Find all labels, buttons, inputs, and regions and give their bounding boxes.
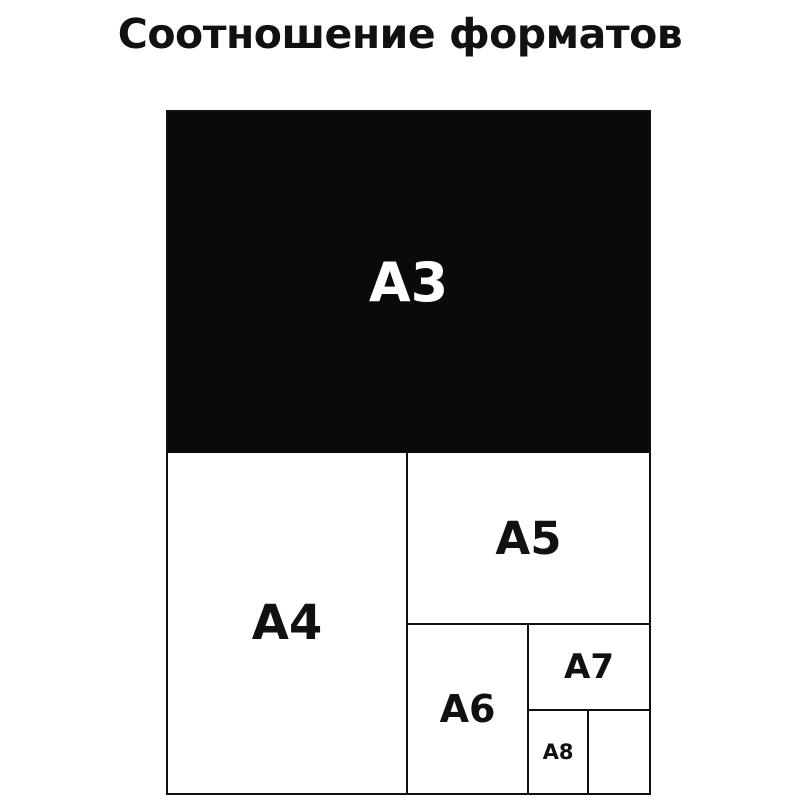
- format-block-a4: [168, 453, 408, 793]
- format-block-a8: [529, 711, 589, 793]
- format-label-a3: A3: [368, 250, 449, 314]
- format-block-a3: [168, 112, 649, 453]
- format-label-a8: A8: [542, 739, 574, 764]
- page-title: Соотношение форматов: [117, 10, 683, 58]
- format-block-a5: [408, 453, 649, 625]
- format-label-a4: A4: [251, 595, 323, 651]
- format-block-empty: [589, 711, 649, 793]
- format-comparison-diagram: [166, 110, 651, 795]
- format-label-a6: A6: [439, 687, 496, 731]
- format-label-a5: A5: [495, 511, 562, 565]
- format-label-a7: A7: [564, 647, 614, 687]
- format-block-a6: [408, 625, 529, 793]
- format-block-a7: [529, 625, 649, 711]
